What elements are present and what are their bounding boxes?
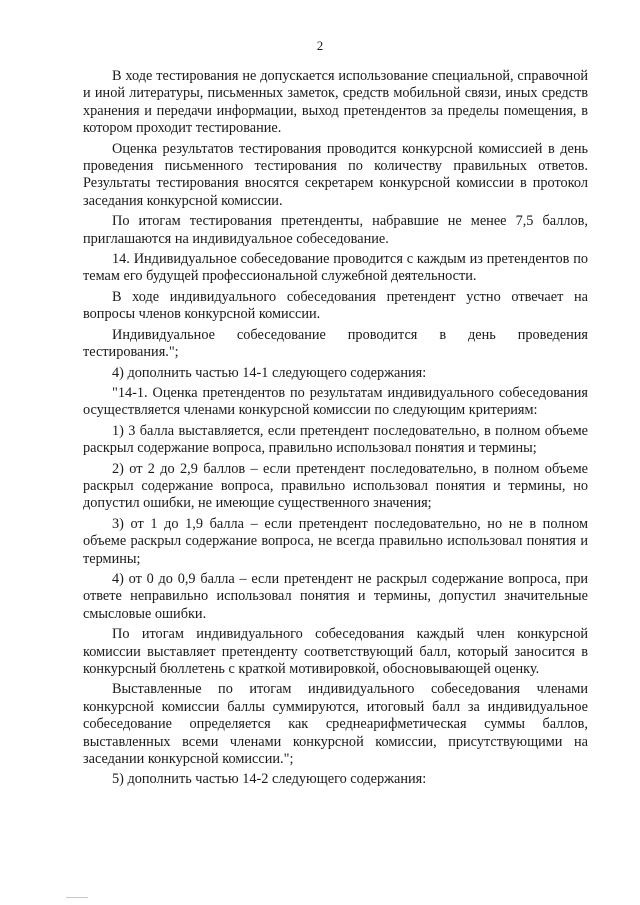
paragraph-criterion-4: 4) от 0 до 0,9 балла – если претендент не раскрыл содержание вопроса, при ответе неправильно использовал понятия и термины, допустил значительные смысловые ошибки. (83, 570, 588, 622)
paragraph-interview-day: Индивидуальное собеседование проводится в день проведения тестирования."; (83, 326, 588, 361)
document-body (83, 68, 588, 792)
paragraph-amendment-5: 5) дополнить частью 14-2 следующего содержания: (112, 771, 427, 788)
paragraph-criterion-2: 2) от 2 до 2,9 баллов – если претендент последовательно, в полном объеме раскрыл содержание вопроса, правильно использовал понятия и термины, но допустил ошибки, не имеющие существенного значения; (83, 460, 588, 512)
paragraph-criterion-1: 1) 3 балла выставляется, если претендент последовательно, в полном объеме раскрыл содержание вопроса, правильно использовал понятия и термины; (83, 422, 588, 457)
paragraph-score-summation: Выставленные по итогам индивидуального собеседования членами конкурсной комиссии баллы суммируются, итоговый балл за индивидуальное собеседование определяется как среднеарифметическая суммы баллов, выставленных всеми членами конкурсной комиссии, присутствующими на заседании конкурсной комиссии."; (83, 681, 588, 768)
paragraph-score-assignment: По итогам индивидуального собеседования каждый член конкурсной комиссии выставляет претенденту соответствующий балл, который заносится в конкурсный бюллетень с краткой мотивировкой, обосновывающей оценку. (83, 626, 588, 677)
paragraph-clause-14-1: "14-1. Оценка претендентов по результатам индивидуального собеседования осуществляется членами конкурсной комиссии по следующим критериям: (83, 384, 588, 419)
paragraph-testing-results: По итогам тестирования претенденты, набравшие не менее 7,5 баллов, приглашаются на индивидуальное собеседование. (83, 213, 588, 247)
paragraph-testing-restrictions: В ходе тестирования не допускается использование специальной, справочной и иной литературы, письменных заметок, средств мобильной связи, иных средств хранения и передачи информации, выход претендентов за пределы помещения, в котором проходит тестирование. (83, 68, 588, 137)
paragraph-testing-evaluation: Оценка результатов тестирования проводится конкурсной комиссией в день проведения письменного тестирования по количеству правильных ответов. Результаты тестирования вносятся секретарем конкурсной комиссии в протокол заседания конкурсной комиссии. (83, 140, 588, 209)
paragraph-interview-answers: В ходе индивидуального собеседования претендент устно отвечает на вопросы членов конкурсной комиссии. (83, 288, 588, 323)
page-number: 2 (316, 38, 324, 53)
footer-mark (66, 897, 88, 898)
paragraph-clause-14: 14. Индивидуальное собеседование проводится с каждым из претендентов по темам его будущей профессиональной служебной деятельности. (83, 251, 588, 285)
paragraph-criterion-3: 3) от 1 до 1,9 балла – если претендент последовательно, но не в полном объеме раскрыл содержание вопроса, не всегда правильно использовал понятия и термины; (83, 515, 588, 567)
paragraph-amendment-4: 4) дополнить частью 14-1 следующего содержания: (112, 364, 427, 381)
